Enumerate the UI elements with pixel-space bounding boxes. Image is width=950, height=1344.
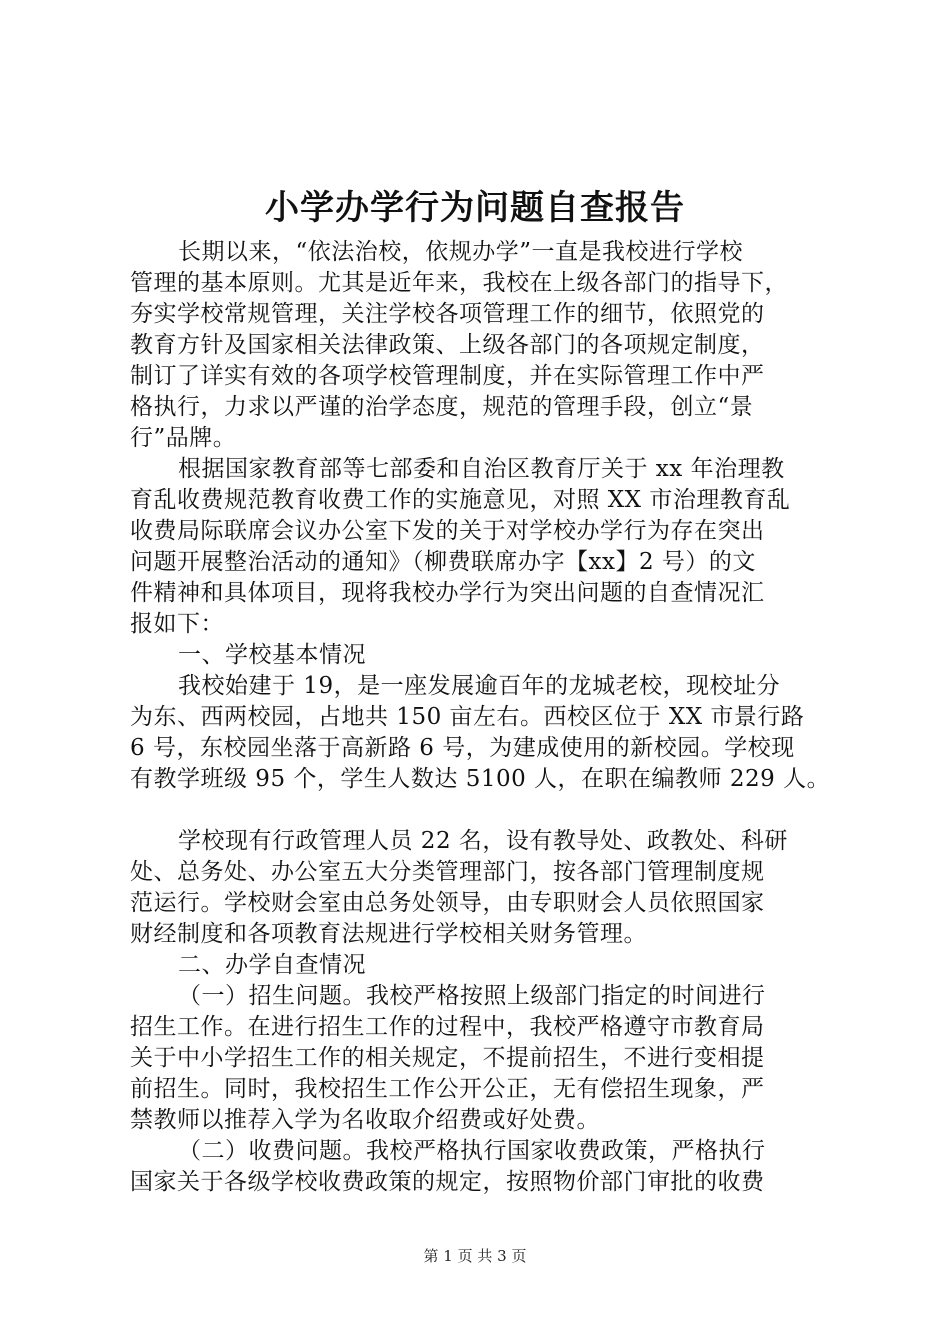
blank-line — [130, 795, 835, 826]
paragraph-line: 长期以来，“依法治校，依规办学”一直是我校进行学校 — [178, 239, 744, 265]
paragraph-line: 关于中小学招生工作的相关规定，不提前招生，不进行变相提 — [130, 1045, 765, 1071]
paragraph-line: 教育方针及国家相关法律政策、上级各部门的各项规定制度， — [130, 332, 765, 358]
paragraph-line: 处、总务处、办公室五大分类管理部门，按各部门管理制度规 — [130, 859, 765, 885]
paragraph-line: 报如下： — [130, 611, 224, 637]
paragraph-line: 收费局际联席会议办公室下发的关于对学校办学行为存在突出 — [130, 518, 765, 544]
paragraph-line: 有教学班级 95 个，学生人数达 5100 人，在职在编教师 229 人。 — [130, 766, 831, 792]
paragraph-line: 育乱收费规范教育收费工作的实施意见，对照 XX 市治理教育乱 — [130, 487, 791, 513]
paragraph-line: 禁教师以推荐入学为名收取介绍费或好处费。 — [130, 1107, 600, 1133]
paragraph-line: 招生工作。在进行招生工作的过程中，我校严格遵守市教育局 — [130, 1014, 765, 1040]
paragraph-line: 件精神和具体项目，现将我校办学行为突出问题的自查情况汇 — [130, 580, 765, 606]
paragraph-line: 前招生。同时，我校招生工作公开公正，无有偿招生现象，严 — [130, 1076, 765, 1102]
paragraph-line: 财经制度和各项教育法规进行学校相关财务管理。 — [130, 921, 647, 947]
paragraph-line: 范运行。学校财会室由总务处领导，由专职财会人员依照国家 — [130, 890, 765, 916]
paragraph-line: 制订了详实有效的各项学校管理制度，并在实际管理工作中严 — [130, 363, 765, 389]
paragraph-line: 行”品牌。 — [130, 425, 237, 451]
paragraph-line: （一）招生问题。我校严格按照上级部门指定的时间进行 — [178, 983, 766, 1009]
document-body — [130, 237, 835, 1198]
paragraph-line: 我校始建于 19，是一座发展逾百年的龙城老校，现校址分 — [178, 673, 781, 699]
paragraph-line: （二）收费问题。我校严格执行国家收费政策，严格执行 — [178, 1138, 766, 1164]
paragraph-line: 为东、西两校园，占地共 150 亩左右。西校区位于 XX 市景行路 — [130, 704, 805, 730]
page-number-footer: 第 1 页 共 3 页 — [423, 1247, 527, 1265]
paragraph-line: 管理的基本原则。尤其是近年来，我校在上级各部门的指导下， — [130, 270, 788, 296]
section-heading: 二、办学自查情况 — [178, 952, 366, 978]
section-heading: 一、学校基本情况 — [178, 642, 366, 668]
paragraph-line: 夯实学校常规管理，关注学校各项管理工作的细节，依照党的 — [130, 301, 765, 327]
paragraph-line: 6 号，东校园坐落于高新路 6 号，为建成使用的新校园。学校现 — [130, 735, 795, 761]
paragraph-line: 格执行，力求以严谨的治学态度，规范的管理手段，创立“景 — [130, 394, 754, 420]
paragraph-line: 根据国家教育部等七部委和自治区教育厅关于 xx 年治理教 — [178, 456, 785, 482]
page-title: 小学办学行为问题自查报告 — [265, 188, 685, 228]
paragraph-line: 国家关于各级学校收费政策的规定，按照物价部门审批的收费 — [130, 1169, 765, 1195]
paragraph-line: 学校现有行政管理人员 22 名，设有教导处、政教处、科研 — [178, 828, 788, 854]
paragraph-line: 问题开展整治活动的通知》（柳费联席办字【xx】2 号）的文 — [130, 549, 756, 575]
